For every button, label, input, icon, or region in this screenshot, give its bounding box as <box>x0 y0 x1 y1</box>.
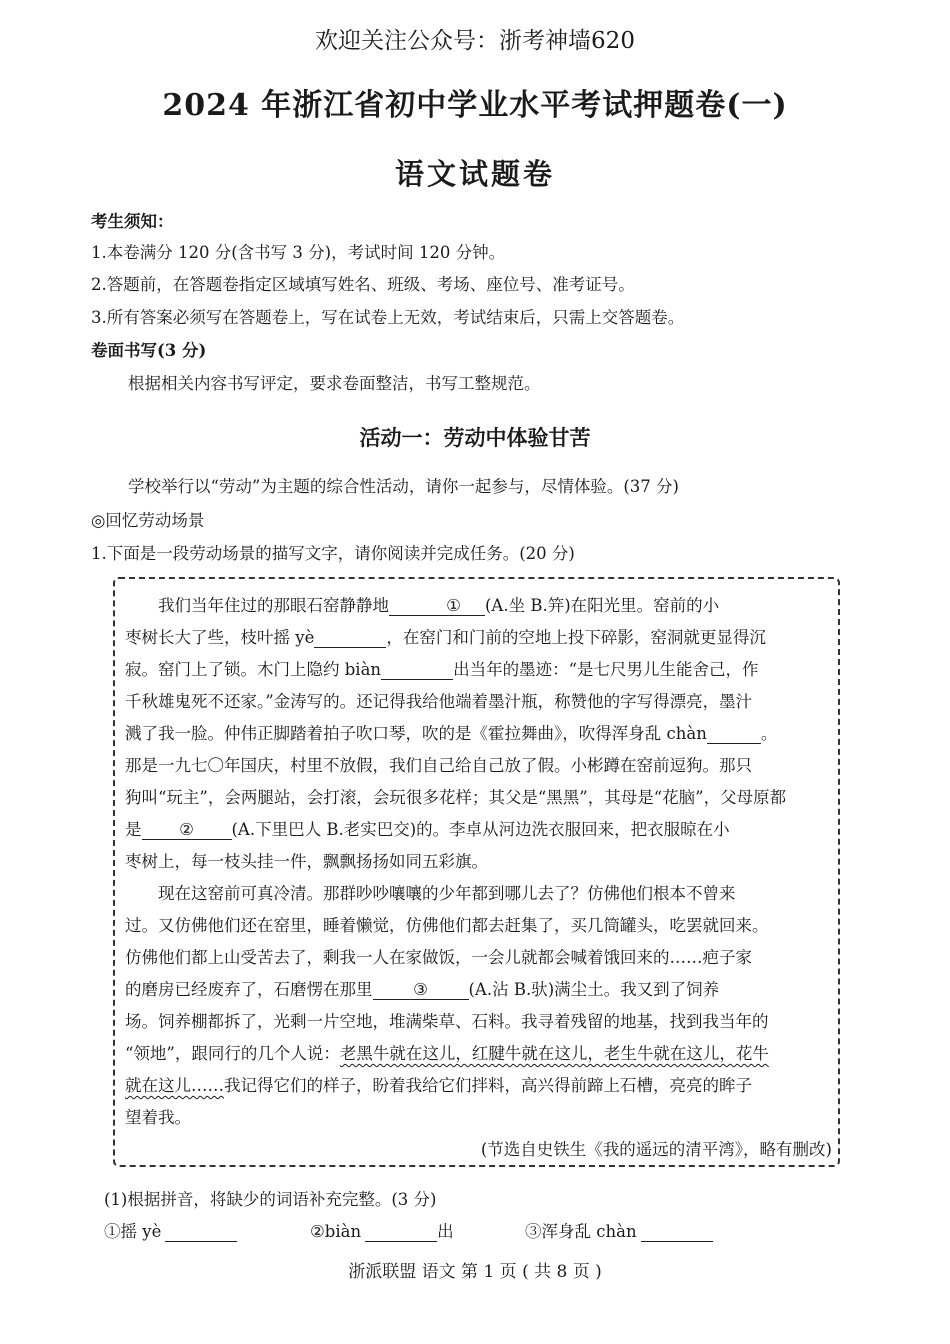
blank-1: ① <box>389 596 485 616</box>
notice-item-2: 2.答题前，在答题卷指定区域填写姓名、班级、考场、座位号、准考证号。 <box>91 275 635 294</box>
wavy-underlined-text: 老黑牛就在这儿，红腱牛就在这儿，老生牛就在这儿，花牛 <box>339 1044 769 1063</box>
question-1: 1.下面是一段劳动场景的描写文字，请你阅读并完成任务。(20 分) <box>91 544 575 563</box>
passage-line: 的磨房已经废弃了，石磨愣在那里 ③ (A.沾 B.驮)满尘土。我又到了饲养 <box>125 980 720 999</box>
passage-line: 寂。窑门上了锁。木门上隐约 biàn 出当年的墨迹：“是七尺男儿生能舍己，作 <box>125 660 759 679</box>
exam-subtitle: 语文试题卷 <box>394 157 555 191</box>
activity-intro: 学校举行以“劳动”为主题的综合性活动，请你一起参与，尽情体验。(37 分) <box>128 477 679 496</box>
blank-2: ② <box>142 820 232 840</box>
passage-line: 溅了我一脸。仲伟正脚踏着拍子吹口琴，吹的是《霍拉舞曲》，吹得浑身乱 chàn 。 <box>125 724 778 743</box>
blank-bian <box>381 660 453 680</box>
blank-3: ③ <box>373 980 469 1000</box>
passage-source: (节选自史铁生《我的遥远的清平湾》，略有删改) <box>480 1140 832 1159</box>
exam-title: 2024 年浙江省初中学业水平考试押题卷(一) <box>162 88 788 123</box>
passage-line: 仿佛他们都上山受苦去了，剩我一人在家做饭，一会儿就都会喊着饿回来的……疤子家 <box>125 948 752 967</box>
answer-blank <box>365 1222 437 1242</box>
blank-chan <box>707 724 761 744</box>
handwriting-heading: 卷面书写(3 分) <box>91 341 207 360</box>
passage-line: 那是一九七〇年国庆，村里不放假，我们自己给自己放了假。小彬蹲在窑前逗狗。那只 <box>125 756 752 775</box>
blank-ye <box>314 628 386 648</box>
handwriting-text: 根据相关内容书写评定，要求卷面整洁，书写工整规范。 <box>128 374 541 393</box>
passage-line: 枣树长大了些，枝叶摇 yè ，在窑门和门前的空地上投下碎影，窑洞就更显得沉 <box>125 628 766 647</box>
notice-item-3: 3.所有答案必须写在答题卷上，写在试卷上无效，考试结束后，只需上交答题卷。 <box>91 308 685 327</box>
notice-item-1: 1.本卷满分 120 分(含书写 3 分)，考试时间 120 分钟。 <box>91 243 506 262</box>
passage-line: 千秋雄鬼死不还家。”金涛写的。还记得我给他端着墨汁瓶，称赞他的字写得漂亮，墨汁 <box>125 692 753 711</box>
passage-line: 望着我。 <box>125 1108 191 1127</box>
answer-slot-3: ③浑身乱 chàn <box>525 1218 713 1242</box>
wavy-underlined-text: 就在这儿…… <box>125 1076 224 1095</box>
answer-slot-1: ①摇 yè <box>104 1218 237 1242</box>
section-label: ◎回忆劳动场景 <box>91 511 205 530</box>
passage-line: 现在这窑前可真冷清。那群吵吵嚷嚷的少年都到哪儿去了？仿佛他们根本不曾来 <box>158 884 736 903</box>
passage-line: 是 ② (A.下里巴人 B.老实巴交)的。李卓从河边洗衣服回来，把衣服晾在小 <box>125 820 730 839</box>
subquestion-stem: (1)根据拼音，将缺少的词语补充完整。(3 分) <box>104 1190 437 1209</box>
page-footer: 浙派联盟 语文 第 1 页 ( 共 8 页 ) <box>348 1262 602 1282</box>
passage-line: 我们当年住过的那眼石窑静静地 ① (A.坐 B.笄)在阳光里。窑前的小 <box>158 596 720 615</box>
passage-line: 枣树上，每一枝头挂一件，飘飘扬扬如同五彩旗。 <box>125 852 488 871</box>
passage-line: 场。饲养棚都拆了，光剩一片空地，堆满柴草、石料。我寻着残留的地基，找到我当年的 <box>125 1012 769 1031</box>
passage-line: 就在这儿……我记得它们的样子，盼着我给它们拌料，高兴得前蹄上石槽，亮亮的眸子 <box>125 1076 752 1095</box>
passage-line: 过。又仿佛他们还在窑里，睡着懒觉，仿佛他们都去赶集了，买几筒罐头，吃罢就回来。 <box>125 916 769 935</box>
notice-heading: 考生须知： <box>91 212 174 231</box>
answer-blank <box>641 1222 713 1242</box>
answer-blank <box>165 1222 237 1242</box>
header-note: 欢迎关注公众号：浙考神墙620 <box>315 28 635 54</box>
passage-line: “领地”，跟同行的几个人说：老黑牛就在这儿，红腱牛就在这儿，老生牛就在这儿，花牛 <box>125 1044 769 1063</box>
answer-slot-2: ②biàn 出 <box>310 1222 454 1241</box>
passage-line: 狗叫“玩主”，会两腿站，会打滚，会玩很多花样；其父是“黑黑”，其母是“花脑”，父母原都 <box>125 788 787 807</box>
activity-title: 活动一：劳动中体验甘苦 <box>359 425 591 450</box>
